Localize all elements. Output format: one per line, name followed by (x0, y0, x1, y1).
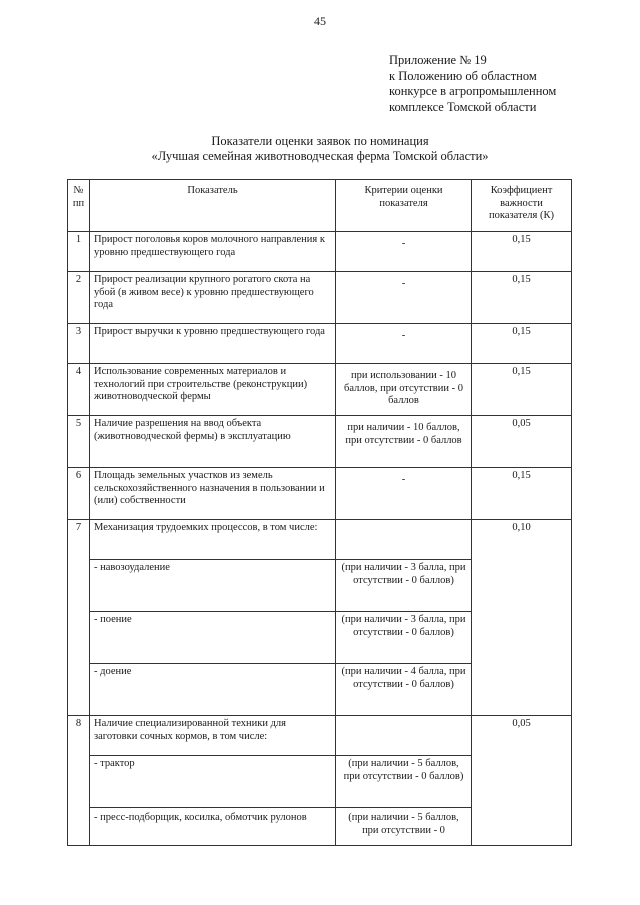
row-indicator: Использование современных материалов и технологий при строительстве (реконструкции) животноводческой фермы (90, 364, 336, 416)
document-title-line: «Лучшая семейная животноводческая ферма Томской области» (151, 149, 489, 163)
header-indicator: Показатель (90, 180, 336, 232)
row-number: 4 (68, 364, 90, 416)
appendix-line: к Положению об областном (389, 68, 537, 83)
table-row (68, 272, 572, 324)
row-coefficient: 0,15 (472, 364, 572, 416)
appendix-line: комплексе Томской области (389, 99, 537, 114)
row-indicator: Прирост реализации крупного рогатого скота на убой (в живом весе) к уровню предшествующего года (90, 272, 336, 324)
appendix-line: Приложение № 19 (389, 53, 487, 67)
table-row (68, 716, 572, 756)
row-coefficient: 0,15 (472, 232, 572, 272)
table-header-row (68, 180, 572, 232)
row-criteria: - (336, 468, 472, 520)
appendix-header (389, 53, 556, 115)
row-coefficient: 0,15 (472, 272, 572, 324)
row-criteria (336, 520, 472, 560)
row-coefficient: 0,15 (472, 468, 572, 520)
subrow-criteria: (при наличии - 3 балла, при отсутствии - 0 баллов) (336, 612, 472, 664)
subrow-indicator: - доение (90, 664, 336, 716)
row-number: 2 (68, 272, 90, 324)
row-criteria: - (336, 324, 472, 364)
row-indicator: Наличие разрешения на ввод объекта (животноводческой фермы) в эксплуатацию (90, 416, 336, 468)
page-number: 45 (314, 14, 326, 28)
table-row (68, 468, 572, 520)
row-indicator: Площадь земельных участков из земель сельскохозяйственного назначения в пользовании и (или) собственности (90, 468, 336, 520)
document-title-line: Показатели оценки заявок по номинация (211, 134, 429, 148)
subrow-indicator: - трактор (90, 756, 336, 808)
table-row (68, 520, 572, 560)
header-criteria: Критерии оценки показателя (336, 180, 472, 232)
row-number: 3 (68, 324, 90, 364)
subrow-indicator: - пресс-подборщик, косилка, обмотчик рулонов (90, 808, 336, 846)
row-number: 7 (68, 520, 90, 716)
row-coefficient: 0,10 (472, 520, 572, 716)
row-criteria (336, 716, 472, 756)
document-title (0, 134, 640, 164)
appendix-line: конкурсе в агропромышленном (389, 84, 557, 98)
row-criteria: при использовании - 10 баллов, при отсутствии - 0 баллов (336, 364, 472, 416)
row-coefficient: 0,15 (472, 324, 572, 364)
row-criteria: при наличии - 10 баллов, при отсутствии - 0 баллов (336, 416, 472, 468)
table-row (68, 324, 572, 364)
row-coefficient: 0,05 (472, 716, 572, 846)
subrow-criteria: (при наличии - 5 баллов, при отсутствии - 0 (336, 808, 472, 846)
row-indicator: Механизация трудоемких процессов, в том числе: (90, 520, 336, 560)
subrow-criteria: (при наличии - 3 балла, при отсутствии - 0 баллов) (336, 560, 472, 612)
header-num: № пп (68, 180, 90, 232)
row-indicator: Прирост поголовья коров молочного направления к уровню предшествующего года (90, 232, 336, 272)
table-row (68, 232, 572, 272)
subrow-criteria: (при наличии - 5 баллов, при отсутствии - 0 баллов) (336, 756, 472, 808)
header-coefficient: Коэффициент важности показателя (К) (472, 180, 572, 232)
row-number: 6 (68, 468, 90, 520)
row-criteria: - (336, 272, 472, 324)
table-row (68, 416, 572, 468)
subrow-indicator: - навозоудаление (90, 560, 336, 612)
row-number: 5 (68, 416, 90, 468)
row-indicator: Прирост выручки к уровню предшествующего года (90, 324, 336, 364)
row-criteria: - (336, 232, 472, 272)
row-number: 8 (68, 716, 90, 846)
indicators-table (67, 179, 572, 846)
row-coefficient: 0,05 (472, 416, 572, 468)
subrow-indicator: - поение (90, 612, 336, 664)
row-indicator: Наличие специализированной техники для заготовки сочных кормов, в том числе: (90, 716, 336, 756)
row-number: 1 (68, 232, 90, 272)
table-row (68, 364, 572, 416)
subrow-criteria: (при наличии - 4 балла, при отсутствии - 0 баллов) (336, 664, 472, 716)
